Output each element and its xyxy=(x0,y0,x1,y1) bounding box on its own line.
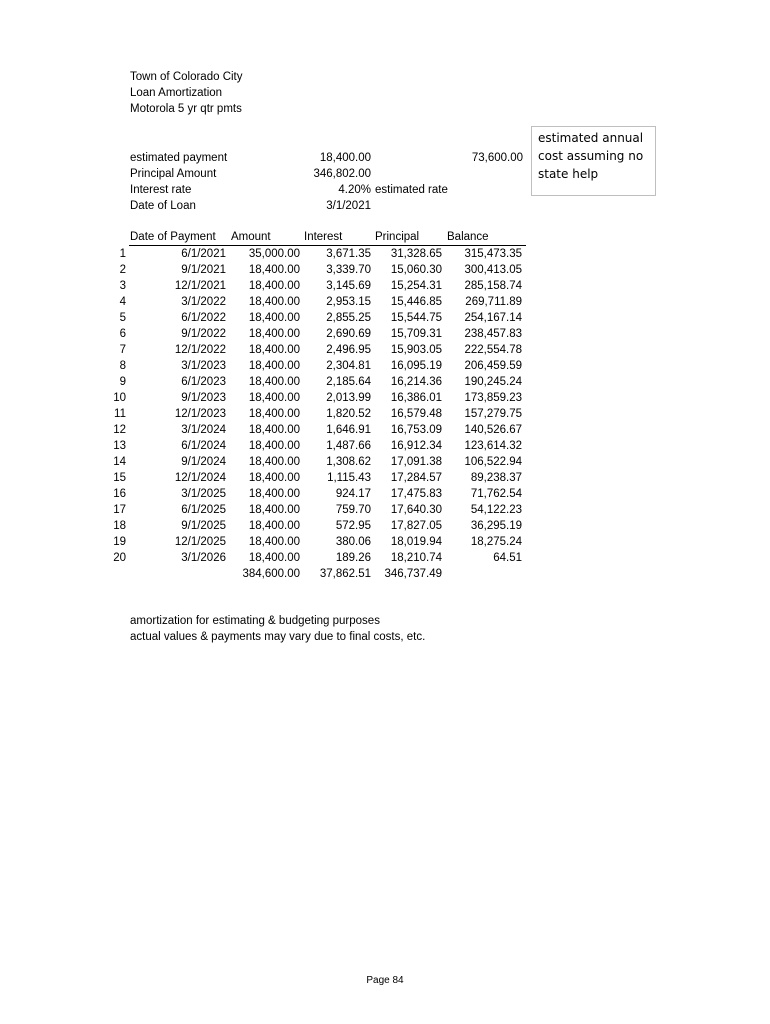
payment-date: 3/1/2025 xyxy=(181,488,226,500)
amount-cell: 18,400.00 xyxy=(248,520,300,532)
col-interest: Interest xyxy=(304,231,343,243)
payment-number: 2 xyxy=(119,264,126,276)
balance-cell: 238,457.83 xyxy=(464,328,522,340)
table-row xyxy=(0,502,770,518)
interest-cell: 2,185.64 xyxy=(326,376,371,388)
payment-date: 6/1/2024 xyxy=(181,440,226,452)
principal-cell: 17,091.38 xyxy=(390,456,442,468)
table-row xyxy=(0,278,770,294)
interest-cell: 1,820.52 xyxy=(326,408,371,420)
amount-cell: 18,400.00 xyxy=(248,456,300,468)
interest-cell: 189.26 xyxy=(335,552,371,564)
principal-cell: 15,446.85 xyxy=(390,296,442,308)
interest-cell: 37,862.51 xyxy=(319,568,371,580)
payment-number: 13 xyxy=(113,440,126,452)
balance-cell: 123,614.32 xyxy=(464,440,522,452)
payment-date: 12/1/2022 xyxy=(174,344,226,356)
payment-number: 11 xyxy=(114,408,126,420)
town-name: Town of Colorado City xyxy=(130,71,243,83)
amount-cell: 18,400.00 xyxy=(248,376,300,388)
principal-cell: 16,579.48 xyxy=(390,408,442,420)
principal-cell: 15,254.31 xyxy=(390,280,442,292)
amount-cell: 18,400.00 xyxy=(248,296,300,308)
document-title: Loan Amortization xyxy=(130,87,223,99)
payment-date: 6/1/2022 xyxy=(181,312,226,324)
principal-cell: 17,475.83 xyxy=(390,488,442,500)
note-line-2: cost assuming no xyxy=(538,149,644,163)
table-row xyxy=(0,422,770,438)
interest-cell: 2,304.81 xyxy=(326,360,371,372)
interest-cell: 2,855.25 xyxy=(326,312,371,324)
balance-cell: 173,859.23 xyxy=(464,392,522,404)
table-row xyxy=(0,390,770,406)
principal-cell: 16,753.09 xyxy=(390,424,442,436)
balance-cell: 18,275.24 xyxy=(470,536,522,548)
amount-cell: 18,400.00 xyxy=(248,344,300,356)
principal-cell: 15,903.05 xyxy=(390,344,442,356)
payment-date: 12/1/2025 xyxy=(174,536,226,548)
principal-cell: 15,544.75 xyxy=(390,312,442,324)
balance-cell: 222,554.78 xyxy=(464,344,522,356)
interest-cell: 2,496.95 xyxy=(326,344,371,356)
principal-cell: 346,737.49 xyxy=(384,568,442,580)
balance-cell: 206,459.59 xyxy=(464,360,522,372)
rate-value: 4.20% xyxy=(338,184,371,196)
amount-cell: 18,400.00 xyxy=(248,360,300,372)
table-row xyxy=(0,310,770,326)
table-row xyxy=(0,374,770,390)
balance-cell: 157,279.75 xyxy=(464,408,522,420)
principal-cell: 16,386.01 xyxy=(390,392,442,404)
loan-date-value: 3/1/2021 xyxy=(326,200,371,212)
table-row xyxy=(0,454,770,470)
payment-number: 16 xyxy=(113,488,126,500)
interest-cell: 759.70 xyxy=(335,504,371,516)
amount-cell: 18,400.00 xyxy=(248,536,300,548)
annual-cost-note xyxy=(531,126,656,196)
payment-date: 3/1/2024 xyxy=(181,424,226,436)
payment-date: 12/1/2023 xyxy=(174,408,226,420)
amount-cell: 18,400.00 xyxy=(248,488,300,500)
payment-number: 19 xyxy=(113,536,126,548)
interest-cell: 1,115.43 xyxy=(327,472,371,484)
balance-cell: 54,122.23 xyxy=(470,504,522,516)
payment-date: 6/1/2025 xyxy=(181,504,226,516)
principal-cell: 16,095.19 xyxy=(390,360,442,372)
payment-date: 6/1/2023 xyxy=(181,376,226,388)
payment-date: 12/1/2024 xyxy=(174,472,226,484)
principal-cell: 15,709.31 xyxy=(390,328,442,340)
interest-cell: 3,339.70 xyxy=(326,264,371,276)
balance-cell: 106,522.94 xyxy=(464,456,522,468)
balance-cell: 140,526.67 xyxy=(464,424,522,436)
amount-cell: 18,400.00 xyxy=(248,392,300,404)
interest-cell: 1,308.62 xyxy=(326,456,371,468)
table-row xyxy=(0,534,770,550)
principal-label: Principal Amount xyxy=(130,168,217,180)
table-row xyxy=(0,342,770,358)
amount-cell: 18,400.00 xyxy=(248,264,300,276)
table-row xyxy=(0,294,770,310)
table-row xyxy=(0,358,770,374)
totals-row xyxy=(0,566,770,582)
payment-number: 10 xyxy=(113,392,126,404)
col-amount: Amount xyxy=(231,231,271,243)
payment-date: 9/1/2021 xyxy=(181,264,226,276)
payment-label: estimated payment xyxy=(130,152,228,164)
balance-cell: 254,167.14 xyxy=(464,312,522,324)
amount-cell: 18,400.00 xyxy=(248,280,300,292)
table-row xyxy=(0,550,770,566)
amount-cell: 18,400.00 xyxy=(248,312,300,324)
principal-cell: 17,827.05 xyxy=(390,520,442,532)
principal-cell: 17,284.57 xyxy=(390,472,442,484)
principal-cell: 15,060.30 xyxy=(390,264,442,276)
principal-cell: 16,912.34 xyxy=(390,440,442,452)
balance-cell: 89,238.37 xyxy=(470,472,522,484)
payment-number: 3 xyxy=(119,280,126,292)
interest-cell: 924.17 xyxy=(335,488,371,500)
loan-date-label: Date of Loan xyxy=(130,200,196,212)
balance-cell: 71,762.54 xyxy=(470,488,522,500)
amount-cell: 18,400.00 xyxy=(248,552,300,564)
payment-date: 12/1/2021 xyxy=(174,280,226,292)
payment-number: 9 xyxy=(119,376,126,388)
amount-cell: 18,400.00 xyxy=(248,424,300,436)
table-row xyxy=(0,438,770,454)
payment-number: 15 xyxy=(113,472,126,484)
amount-cell: 18,400.00 xyxy=(248,440,300,452)
payment-date: 9/1/2022 xyxy=(181,328,226,340)
table-row xyxy=(0,486,770,502)
col-balance: Balance xyxy=(447,231,489,243)
payment-date: 9/1/2023 xyxy=(181,392,226,404)
payment-value: 18,400.00 xyxy=(319,152,371,164)
document-subtitle: Motorola 5 yr qtr pmts xyxy=(130,103,242,115)
table-row xyxy=(0,518,770,534)
table-row xyxy=(0,326,770,342)
principal-cell: 18,210.74 xyxy=(390,552,442,564)
payment-date: 9/1/2025 xyxy=(181,520,226,532)
note-line-1: estimated annual xyxy=(538,131,644,145)
principal-cell: 31,328.65 xyxy=(390,248,442,260)
col-principal: Principal xyxy=(375,231,420,243)
table-row xyxy=(0,406,770,422)
payment-number: 18 xyxy=(113,520,126,532)
payment-date: 3/1/2023 xyxy=(181,360,226,372)
payment-number: 20 xyxy=(113,552,126,564)
note-line-3: state help xyxy=(538,167,599,181)
disclaimer-line-1: amortization for estimating & budgeting purposes xyxy=(130,615,380,627)
rate-note: estimated rate xyxy=(375,184,448,196)
payment-number: 14 xyxy=(113,456,126,468)
principal-cell: 16,214.36 xyxy=(390,376,442,388)
principal-cell: 18,019.94 xyxy=(390,536,442,548)
interest-cell: 572.95 xyxy=(335,520,371,532)
payment-date: 3/1/2026 xyxy=(181,552,226,564)
payment-number: 4 xyxy=(119,296,126,308)
interest-cell: 1,646.91 xyxy=(326,424,371,436)
disclaimer-notes xyxy=(130,613,425,645)
disclaimer-line-2: actual values & payments may vary due to final costs, etc. xyxy=(130,631,426,643)
amount-cell: 18,400.00 xyxy=(248,408,300,420)
payment-number: 7 xyxy=(119,344,126,356)
payment-number: 17 xyxy=(113,504,126,516)
balance-cell: 36,295.19 xyxy=(470,520,522,532)
table-row xyxy=(0,246,770,262)
balance-cell: 269,711.89 xyxy=(465,296,522,308)
payment-date: 3/1/2022 xyxy=(181,296,226,308)
table-row xyxy=(0,262,770,278)
payment-number: 6 xyxy=(119,328,126,340)
balance-cell: 64.51 xyxy=(493,552,522,564)
amount-cell: 35,000.00 xyxy=(248,248,300,260)
payment-date: 6/1/2021 xyxy=(181,248,226,260)
balance-cell: 285,158.74 xyxy=(464,280,522,292)
payment-number: 8 xyxy=(119,360,126,372)
principal-value: 346,802.00 xyxy=(313,168,371,180)
document-header xyxy=(130,69,243,117)
interest-cell: 1,487.66 xyxy=(326,440,371,452)
page-number: Page 84 xyxy=(366,975,404,986)
payment-number: 12 xyxy=(113,424,126,436)
amount-cell: 18,400.00 xyxy=(248,504,300,516)
balance-cell: 315,473.35 xyxy=(464,248,522,260)
balance-cell: 300,413.05 xyxy=(464,264,522,276)
payment-date: 9/1/2024 xyxy=(181,456,226,468)
interest-cell: 3,671.35 xyxy=(326,248,371,260)
amortization-table xyxy=(0,246,770,582)
interest-cell: 3,145.69 xyxy=(326,280,371,292)
rate-label: Interest rate xyxy=(130,184,192,196)
payment-number: 1 xyxy=(119,248,126,260)
interest-cell: 380.06 xyxy=(335,536,371,548)
payment-number: 5 xyxy=(119,312,126,324)
interest-cell: 2,690.69 xyxy=(326,328,371,340)
amount-cell: 384,600.00 xyxy=(242,568,300,580)
interest-cell: 2,953.15 xyxy=(326,296,371,308)
principal-cell: 17,640.30 xyxy=(390,504,442,516)
table-row xyxy=(0,470,770,486)
amount-cell: 18,400.00 xyxy=(248,472,300,484)
interest-cell: 2,013.99 xyxy=(326,392,371,404)
amount-cell: 18,400.00 xyxy=(248,328,300,340)
annual-cost-value: 73,600.00 xyxy=(471,152,523,164)
balance-cell: 190,245.24 xyxy=(464,376,522,388)
col-date-of-payment: Date of Payment xyxy=(130,231,216,243)
